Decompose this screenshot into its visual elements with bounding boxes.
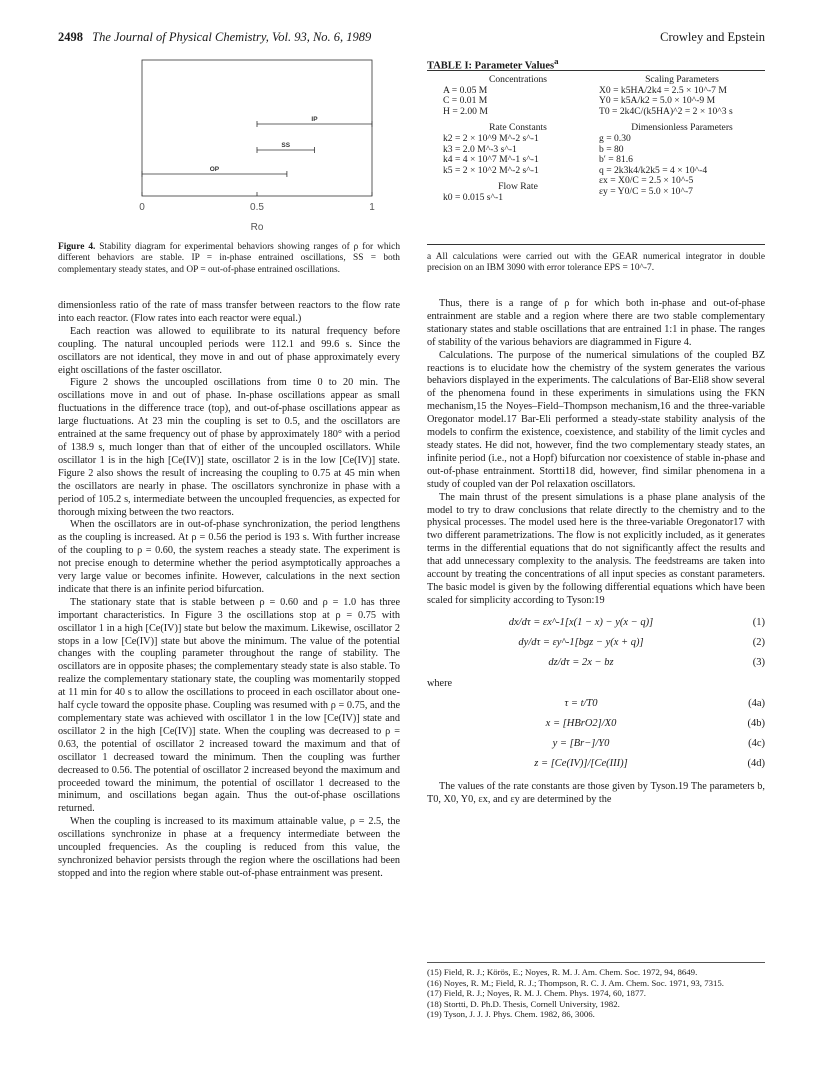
where-label: where <box>427 677 453 689</box>
equation-number: (4c) <box>748 738 765 750</box>
table-cell: A = 0.05 M <box>443 84 488 96</box>
equation-number: (4d) <box>747 758 765 770</box>
table-column-left <box>443 75 593 204</box>
right-column-text <box>427 298 765 806</box>
equation-number: (2) <box>752 637 765 649</box>
stability-diagram <box>58 56 400 236</box>
page-number: 2498 <box>58 30 83 44</box>
x-tick-label: 0 <box>139 202 145 213</box>
table-cell: C = 0.01 M <box>443 95 488 107</box>
table-cell: g = 0.30 <box>599 132 631 144</box>
range-label: SS <box>281 142 291 149</box>
equation-block <box>427 614 765 674</box>
table-cell: b = 80 <box>599 143 624 155</box>
reference-entry: (18) Stortti, D. Ph.D. Thesis, Cornell University, 1982. <box>427 998 620 1009</box>
left-paragraph: The stationary state that is stable between ρ = 0.60 and ρ = 1.0 has three important characteristics. In Figure 3 the oscillations stop at ρ = 0.75 with oscillator 1 in a high [Ce(IV)] state but below the maximum. Likewise, oscillator 2 stops in a low [Ce(IV)] state but above the minimum. The value of the potential changes with the coupling parameter throughout the range of stability. The oscillators are in opposite phases; the complementary steady state is also stable. To realize the complementary stationary state, the coupling was momentarily stopped at 11 min for 40 s to allow the oscillations to proceed in each oscillator about one-half cycle toward the opposite phase. Coupling was resumed with ρ = 0.75, and the complementary state was achieved with oscillator 1 in the low [Ce(IV)] state and oscillator 2 in the high [Ce(IV)] state. When the coupling was decreased to ρ = 0.63, the potential of oscillator 2 increased toward the maximum and that of oscillator 1 decreased toward the minimum. Then the coupling was further decreased to 0.56. The potential of oscillator 2 increased beyond the maximum and proceeded toward the minimum, the potential of oscillator 1 decreased to the minimum, and oscillations began again. Thus the out-of-phase oscillations returned. <box>58 596 400 815</box>
equation-expression: x = [HBrO2]/X0 <box>545 718 617 730</box>
table-footnote: a All calculations were carried out with the GEAR numerical integrator in double precision on an IBM 3090 with error tolerance EPS = 10^-7. <box>427 252 765 274</box>
table-cell: k5 = 2 × 10^2 M^-2 s^-1 <box>443 164 539 176</box>
table-group-heading: Scaling Parameters <box>645 74 719 85</box>
table-cell: T0 = 2k4C/(k5HA)^2 = 2 × 10^3 s <box>599 105 733 117</box>
table-group-heading: Rate Constants <box>489 122 547 134</box>
equation-row <box>427 735 765 755</box>
table-cell: X0 = k5HA/2k4 = 2.5 × 10^-7 M <box>599 84 727 96</box>
left-column-text <box>58 300 400 881</box>
table-cell: εy = Y0/C = 5.0 × 10^-7 <box>599 185 693 197</box>
left-paragraph: dimensionless ratio of the rate of mass transfer between reactors to the flow rate into each reactor. (Flow rates into each reactor were equal.) <box>58 300 400 324</box>
table-cell: εx = X0/C = 2.5 × 10^-5 <box>599 175 694 187</box>
left-paragraph: Figure 2 shows the uncoupled oscillations from time 0 to 20 min. The oscillations move in and out of phase. In-phase oscillations appear as small fluctuations in the difference trace (top), and out-of-phase oscillations appear as large fluctuations. At 23 min the coupling is set to 0.5, and the oscillators are entrained at the same frequency out of phase by approximately 180° with a period of 138.9 s, much longer than that of either of the uncoupled oscillators. While oscillator 1 is in the high [Ce(IV)] state, oscillator 2 is in the low [Ce(IV)] state. Figure 2 also shows the result of increasing the coupling to 0.75 at 45 min when the oscillators are nearly in phase. The oscillators synchronize in phase with a period of 105.2 s, intermediate between the uncoupled frequencies, as expected for thorough mixing between the two reactors. <box>58 377 400 518</box>
equation-number: (4b) <box>747 718 765 730</box>
table-cell: k2 = 2 × 10^9 M^-2 s^-1 <box>443 132 539 144</box>
figure-caption-text: Stability diagram for experimental behaviors showing ranges of ρ for which different behaviors are stable. IP = in-phase entrained oscillations, SS = both complementary steady states, and OP = out-of-phase entrained oscillations. <box>58 242 401 275</box>
reference-list <box>427 962 765 1020</box>
running-authors: Crowley and Epstein <box>660 30 765 44</box>
equation-expression: dx/dτ = εx^-1[x(1 − x) − y(x − q)] <box>508 617 654 629</box>
table-cell: H = 2.00 M <box>443 105 488 117</box>
equation-expression: dz/dτ = 2x − bz <box>548 657 614 669</box>
range-label: OP <box>209 166 220 173</box>
range-label: IP <box>311 116 318 123</box>
x-tick-label: 0.5 <box>250 202 264 213</box>
equation-row <box>427 614 765 634</box>
table-cell: k0 = 0.015 s^-1 <box>443 191 504 203</box>
figure-caption-label: Figure 4. <box>58 242 96 252</box>
table-title: TABLE I: Parameter Values$^a$ <box>427 56 559 72</box>
equation-expression: dy/dτ = εy^-1[bgz − y(x + q)] <box>518 637 644 649</box>
table-cell: q = 2k3k4/k2k5 = 4 × 10^-4 <box>599 164 708 176</box>
table-column-right <box>599 75 765 198</box>
table-cell: k3 = 2.0 M^-3 s^-1 <box>443 143 517 155</box>
table-cell: b′ = 81.6 <box>599 154 633 166</box>
right-paragraph: Calculations. The purpose of the numerical simulations of the coupled BZ reactions is to elucidate how the chemistry of the system generates the various behaviors displayed in the experiments. The calculations of Bar-Eli8 show several of the phenomena found in these experiments in simulations using the FKN mechanism,15 the Noyes–Field–Thompson mechanism,16 and the three-variable Oregonator model.17 Bar-Eli performed a steady-state stability analysis of the models to confirm the existence, coexistence, and stability of the limit cycles and steady states. He did not, however, find the two complementary steady states, an infinite period (i.e., not a Hopf) bifurcation nor coexistence of stable in-phase and out-of-phase entrainment. Stortti18 did, however, find similar phenomena in a study of coupled van der Pol relaxation oscillators. <box>427 349 765 490</box>
right-paragraphs <box>427 298 765 608</box>
table-cell: k4 = 4 × 10^7 M^-1 s^-1 <box>443 154 539 166</box>
equation-number: (4a) <box>748 698 765 710</box>
reference-entry: (17) Field, R. J.; Noyes, R. M. J. Chem. Phys. 1974, 60, 1877. <box>427 988 646 999</box>
journal-citation: The Journal of Physical Chemistry, Vol. 93, No. 6, 1989 <box>92 30 372 44</box>
reference-entry: (15) Field, R. J.; Körös, E.; Noyes, R. M. J. Am. Chem. Soc. 1972, 94, 8649. <box>427 967 698 977</box>
plot-frame <box>142 60 372 196</box>
closing-paragraph: The values of the rate constants are those given by Tyson.19 The parameters b, T0, X0, Y0, εx, and εy are determined by the <box>427 780 765 805</box>
equation-number: (3) <box>752 657 765 669</box>
left-paragraph: When the coupling is increased to its maximum attainable value, ρ = 2.5, the oscillations synchronize in phase at a frequency intermediate between the uncoupled frequencies. As the coupling is reduced from this value, the synchronized behavior persists through the region where the oscillations had been stopped and into the region where stable out-of-phase entrainment was present. <box>58 816 400 879</box>
equation-row <box>427 634 765 654</box>
x-axis-label: Ro <box>250 222 264 233</box>
table-group-heading: Flow Rate <box>498 181 538 193</box>
reference-entry: (19) Tyson, J. J. J. Phys. Chem. 1982, 86, 3006. <box>427 1009 595 1020</box>
left-paragraph: Each reaction was allowed to equilibrate to its natural frequency before coupling. The natural uncoupled periods were 112.1 and 99.6 s. Since the oscillators are not identical, they move in and out of phase approximately every eight oscillations of the faster oscillator. <box>58 325 400 376</box>
parameter-table <box>427 70 765 245</box>
right-paragraph: Thus, there is a range of ρ for which both in-phase and out-of-phase entrainment are stable and a region where there are two stable complementary stationary states and stable oscillations that are entrained 1:1 in phase. The ranges of stability of the various behaviors are diagrammed in Figure 4. <box>427 298 765 348</box>
equation-row <box>427 755 765 775</box>
equation-row <box>427 695 765 715</box>
equation-row <box>427 715 765 735</box>
right-paragraph: The main thrust of the present simulations is a phase plane analysis of the model to try to draw conclusions that relate directly to the chemistry and to the physical processes. The model used here is the three-variable Oregonator17 with two different parametrizations. The flow is not explicitly included, as it generates terms in the differential equations that do not significantly affect the results and that add unnecessary complexity to the analysis. The feedstreams are taken into account by treating the concentrations of all input species as constant parameters. The basic model is given by the following differential equations which have been scaled for simplicity according to Tyson:19 <box>427 491 765 606</box>
reference-entry: (16) Noyes, R. M.; Field, R. J.; Thompson, R. C. J. Am. Chem. Soc. 1971, 93, 7315. <box>427 977 724 988</box>
x-tick-label: 1 <box>369 202 375 213</box>
equation-expression: τ = t/T0 <box>564 698 598 710</box>
left-paragraph: When the oscillators are in out-of-phase synchronization, the period lengthens as the coupling is increased. At ρ = 0.56 the period is 193 s. With further increase of the coupling to ρ = 0.60, the system reaches a steady state. The experiment is not precise enough to determine whether the period asymptotically approaches a very large value or becomes infinite. However, calculations in the next section indicate that there is an infinite period bifurcation. <box>58 519 400 595</box>
equation-expression: y = [Br−]/Y0 <box>552 738 610 750</box>
equation-row <box>427 654 765 674</box>
running-header <box>58 30 765 46</box>
table-cell: Y0 = k5A/k2 = 5.0 × 10^-9 M <box>599 95 716 107</box>
definition-block <box>427 695 765 775</box>
equation-number: (1) <box>752 617 765 629</box>
figure-caption <box>58 242 400 276</box>
table-group-heading: Dimensionless Parameters <box>631 122 733 134</box>
table-group-heading: Concentrations <box>488 74 548 85</box>
equation-expression: z = [Ce(IV)]/[Ce(III)] <box>534 758 628 770</box>
